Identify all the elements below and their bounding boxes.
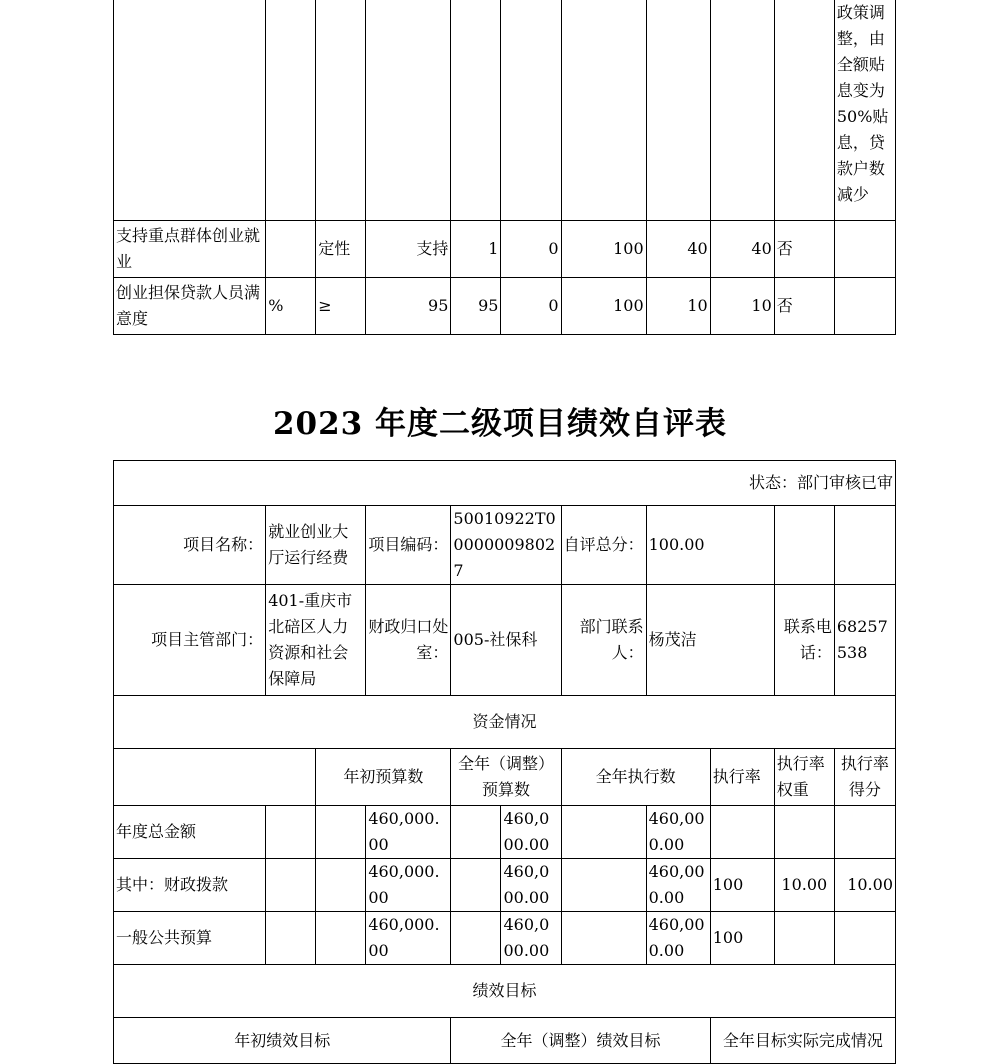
project-name: 就业创业大厅运行经费 bbox=[266, 506, 366, 585]
table-row: 年度总金额 460,000.00 460,000.00 460,000.00 bbox=[114, 806, 896, 859]
fund-row-label: 年度总金额 bbox=[114, 806, 266, 859]
perf-actual-header: 全年目标实际完成情况 bbox=[710, 1018, 895, 1064]
project-code-label: 项目编码： bbox=[366, 506, 451, 585]
indicator-table bbox=[113, 0, 896, 335]
self-score-label: 自评总分： bbox=[561, 506, 646, 585]
col-adjusted-budget: 全年（调整）预算数 bbox=[451, 749, 561, 806]
fund-row-label: 一般公共预算 bbox=[114, 912, 266, 965]
funds-section-header: 资金情况 bbox=[114, 696, 896, 749]
col-initial-budget: 年初预算数 bbox=[316, 749, 451, 806]
table-row: 创业担保贷款人员满意度 % ≥ 95 95 0 100 10 10 否 bbox=[114, 278, 896, 335]
col-rate-score: 执行率得分 bbox=[834, 749, 895, 806]
fund-row-label: 其中：财政拨款 bbox=[114, 859, 266, 912]
project-code: 50010922T000000098027 bbox=[451, 506, 561, 585]
perf-section-header: 绩效目标 bbox=[114, 965, 896, 1018]
indicator-name: 支持重点群体创业就业 bbox=[114, 221, 266, 278]
col-executed: 全年执行数 bbox=[561, 749, 710, 806]
remark-note: 政策调整，由全额贴息变为50%贴息，贷款户数减少 bbox=[834, 0, 895, 221]
contact-label: 部门联系人： bbox=[561, 585, 646, 696]
indicator-name: 创业担保贷款人员满意度 bbox=[114, 278, 266, 335]
col-exec-rate: 执行率 bbox=[710, 749, 774, 806]
self-score: 100.00 bbox=[646, 506, 774, 585]
perf-initial-header: 年初绩效目标 bbox=[114, 1018, 451, 1064]
phone-number: 68257538 bbox=[834, 585, 895, 696]
status-text: 状态：部门审核已审 bbox=[114, 461, 896, 506]
perf-adjusted-header: 全年（调整）绩效目标 bbox=[451, 1018, 710, 1064]
dept: 401-重庆市北碚区人力资源和社会保障局 bbox=[266, 585, 366, 696]
finance-office: 005-社保科 bbox=[451, 585, 561, 696]
phone-label: 联系电话： bbox=[774, 585, 834, 696]
table-row: 其中：财政拨款 460,000.00 460,000.00 460,000.00 100 10.00 10.00 bbox=[114, 859, 896, 912]
table-row: 支持重点群体创业就业 定性 支持 1 0 100 40 40 否 bbox=[114, 221, 896, 278]
page-title: 2023 年度二级项目绩效自评表 bbox=[272, 406, 728, 442]
col-rate-weight: 执行率权重 bbox=[774, 749, 834, 806]
evaluation-form bbox=[113, 460, 896, 1064]
project-name-label: 项目名称： bbox=[114, 506, 266, 585]
table-row: 一般公共预算 460,000.00 460,000.00 460,000.00 100 bbox=[114, 912, 896, 965]
dept-label: 项目主管部门： bbox=[114, 585, 266, 696]
contact-name: 杨茂洁 bbox=[646, 585, 774, 696]
finance-office-label: 财政归口处室： bbox=[366, 585, 451, 696]
